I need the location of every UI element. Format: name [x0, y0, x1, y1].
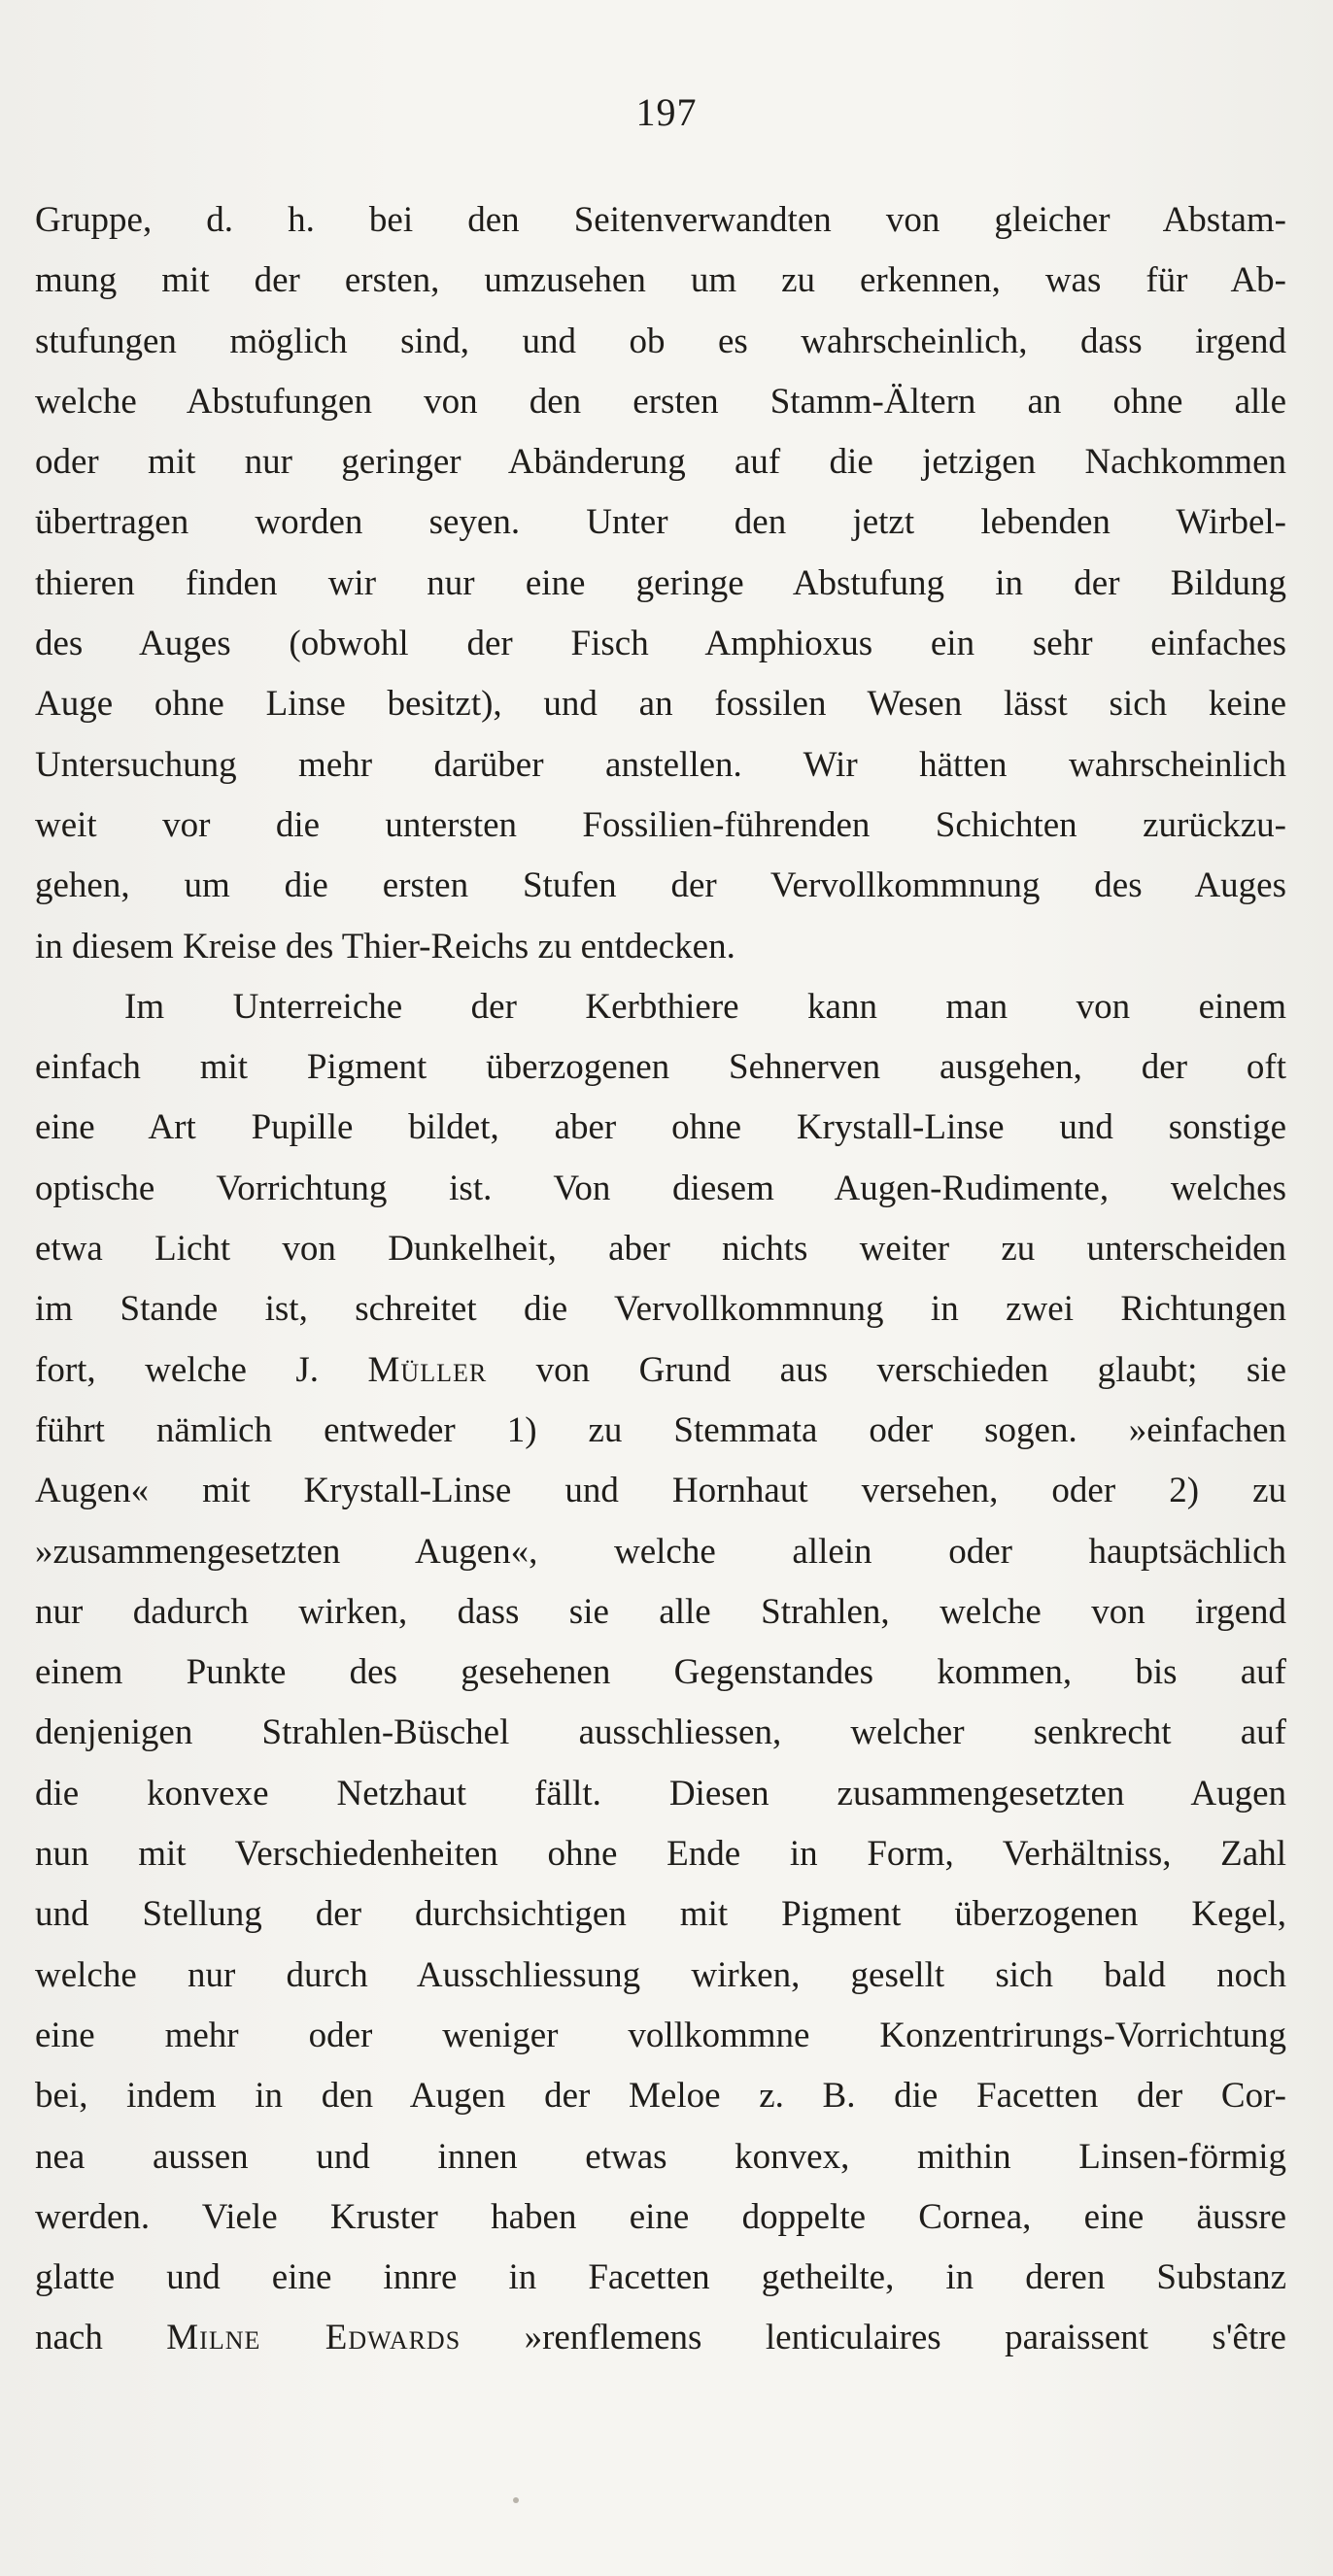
text-line: übertragen worden seyen. Unter den jetzt lebenden Wirbel- — [35, 502, 1286, 543]
text-line-part: »renflemens lenticulaires paraissent s'être — [461, 2318, 1286, 2358]
text-line: im Stande ist, schreitet die Vervollkommnung in zwei Richtungen — [35, 1289, 1286, 1330]
text-line: glatte und eine innre in Facetten getheilte, in deren Substanz — [35, 2257, 1286, 2298]
text-line: bei, indem in den Augen der Meloe z. B. die Facetten der Cor- — [35, 2076, 1286, 2117]
text-line: denjenigen Strahlen-Büschel ausschliessen, welcher senkrecht auf — [35, 1712, 1286, 1753]
text-line: weit vor die untersten Fossilien-führenden Schichten zurückzu- — [35, 804, 1286, 845]
text-line: oder mit nur geringer Abänderung auf die jetzigen Nachkommen — [35, 442, 1286, 483]
text-line: führt nämlich entweder 1) zu Stemmata oder sogen. »einfachen — [35, 1409, 1286, 1450]
text-line: gehen, um die ersten Stufen der Vervollkommnung des Auges — [35, 865, 1286, 906]
text-line: etwa Licht von Dunkelheit, aber nichts weiter zu unterscheiden — [35, 1229, 1286, 1270]
text-line: die konvexe Netzhaut fällt. Diesen zusammengesetzten Augen — [35, 1773, 1286, 1813]
text-line: nea aussen und innen etwas konvex, mithin Linsen-förmig — [35, 2136, 1286, 2177]
text-line: Gruppe, d. h. bei den Seitenverwandten von gleicher Abstam- — [35, 200, 1286, 240]
text-line: stufungen möglich sind, und ob es wahrscheinlich, dass irgend — [35, 321, 1286, 361]
text-line: mung mit der ersten, umzusehen um zu erkennen, was für Ab- — [35, 260, 1286, 301]
text-line: nun mit Verschiedenheiten ohne Ende in Form, Verhältniss, Zahl — [35, 1834, 1286, 1875]
text-line: eine mehr oder weniger vollkommne Konzentrirungs-Vorrichtung — [35, 2015, 1286, 2055]
text-line: Augen« mit Krystall-Linse und Hornhaut versehen, oder 2) zu — [35, 1471, 1286, 1511]
text-line: nur dadurch wirken, dass sie alle Strahlen, welche von irgend — [35, 1591, 1286, 1632]
text-line: einem Punkte des gesehenen Gegenstandes kommen, bis auf — [35, 1652, 1286, 1693]
text-line-part: von Grund aus verschieden glaubt; sie — [487, 1349, 1286, 1390]
text-line: welche Abstufungen von den ersten Stamm-Ältern an ohne alle — [35, 381, 1286, 422]
text-line: Auge ohne Linse besitzt), und an fossilen Wesen lässt sich keine — [35, 684, 1286, 725]
text-line — [35, 2308, 1286, 2368]
text-line: welche nur durch Ausschliessung wirken, gesellt sich bald noch — [35, 1954, 1286, 1995]
text-line: in diesem Kreise des Thier-Reichs zu entdecken. — [35, 926, 735, 966]
author-name: Müller — [367, 1349, 488, 1390]
text-line-part: fort, welche J. — [35, 1349, 368, 1390]
text-line-part: nach — [35, 2318, 167, 2358]
page-number: 197 — [635, 90, 698, 134]
text-line — [35, 1340, 1286, 1401]
paper-speck — [513, 2497, 519, 2503]
text-line: optische Vorrichtung ist. Von diesem Augen-Rudimente, welches — [35, 1168, 1286, 1208]
body-text — [35, 190, 1286, 2369]
text-line: Untersuchung mehr darüber anstellen. Wir hätten wahrscheinlich — [35, 744, 1286, 785]
text-line: »zusammengesetzten Augen«, welche allein oder hauptsächlich — [35, 1531, 1286, 1572]
text-line: Im Unterreiche der Kerbthiere kann man von einem — [124, 986, 1286, 1027]
text-line: des Auges (obwohl der Fisch Amphioxus ein sehr einfaches — [35, 624, 1286, 664]
text-line: werden. Viele Kruster haben eine doppelte Cornea, eine äussre — [35, 2196, 1286, 2237]
text-line: einfach mit Pigment überzogenen Sehnerven ausgehen, der oft — [35, 1047, 1286, 1088]
author-name: Milne Edwards — [166, 2318, 461, 2358]
text-line: eine Art Pupille bildet, aber ohne Krystall-Linse und sonstige — [35, 1107, 1286, 1148]
text-line: thieren finden wir nur eine geringe Abstufung in der Bildung — [35, 562, 1286, 603]
text-line: und Stellung der durchsichtigen mit Pigment überzogenen Kegel, — [35, 1894, 1286, 1935]
